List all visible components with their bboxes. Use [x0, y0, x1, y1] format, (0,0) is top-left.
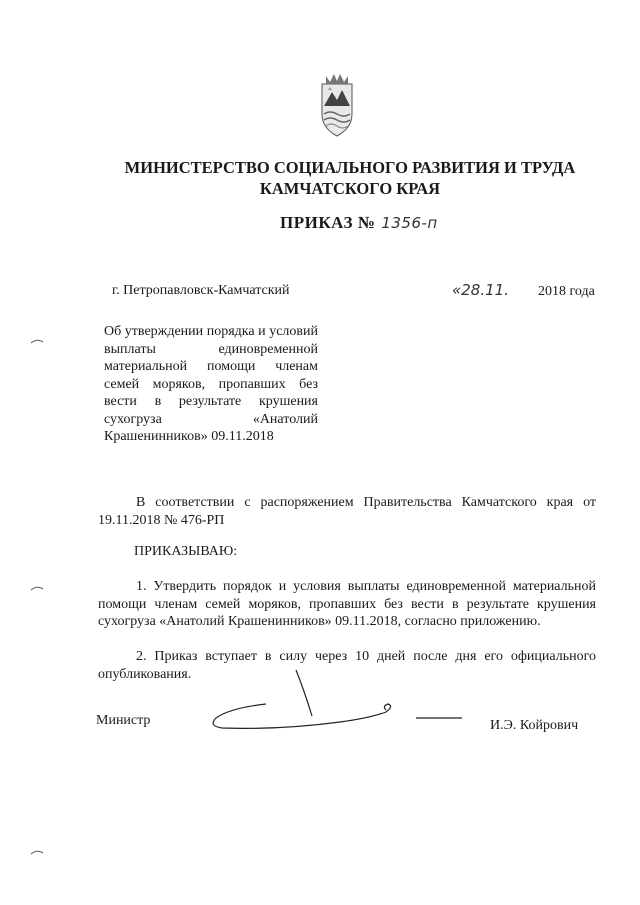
- ministry-line-1: МИНИСТЕРСТВО СОЦИАЛЬНОГО РАЗВИТИЯ И ТРУДА: [124, 158, 576, 177]
- margin-mark: [30, 849, 44, 855]
- signatory-title: Министр: [96, 713, 151, 728]
- order-label: ПРИКАЗ №: [280, 213, 376, 232]
- coat-of-arms-emblem: [318, 70, 356, 140]
- preamble-paragraph: В соответствии с распоряжением Правительства Камчатского края от 19.11.2018 № 476-РП: [98, 495, 596, 528]
- date-handwritten: «28.11.: [452, 281, 509, 299]
- order-subject: Об утверждении порядка и условий выплаты единовременной материальной помощи членам семей моряков, пропавших без вести в результате крушения сухогруза «Анатолий Крашенинников» 09.11.2018: [104, 324, 318, 444]
- city-name: г. Петропавловск-Камчатский: [112, 283, 290, 298]
- order-number-handwritten: 1356-п: [381, 214, 438, 232]
- ministry-name: [80, 157, 620, 199]
- order-date: [452, 281, 595, 300]
- date-year: 2018 года: [537, 284, 595, 299]
- order-item-1: 1. Утвердить порядок и условия выплаты единовременной материальной помощи членам семей моряков, пропавших без вести в результате крушения сухогруза «Анатолий Крашенинников» 09.11.2018, согласно приложению.: [98, 579, 596, 629]
- signatory-name: И.Э. Койрович: [490, 718, 579, 733]
- order-item-2: 2. Приказ вступает в силу через 10 дней после дня его официального опубликования.: [98, 649, 596, 682]
- margin-mark: [30, 338, 44, 344]
- handwritten-signature: [200, 660, 480, 750]
- margin-mark: [30, 585, 44, 591]
- ministry-line-2: КАМЧАТСКОГО КРАЯ: [259, 179, 441, 198]
- order-heading: [280, 213, 438, 233]
- order-directive: ПРИКАЗЫВАЮ:: [134, 544, 238, 559]
